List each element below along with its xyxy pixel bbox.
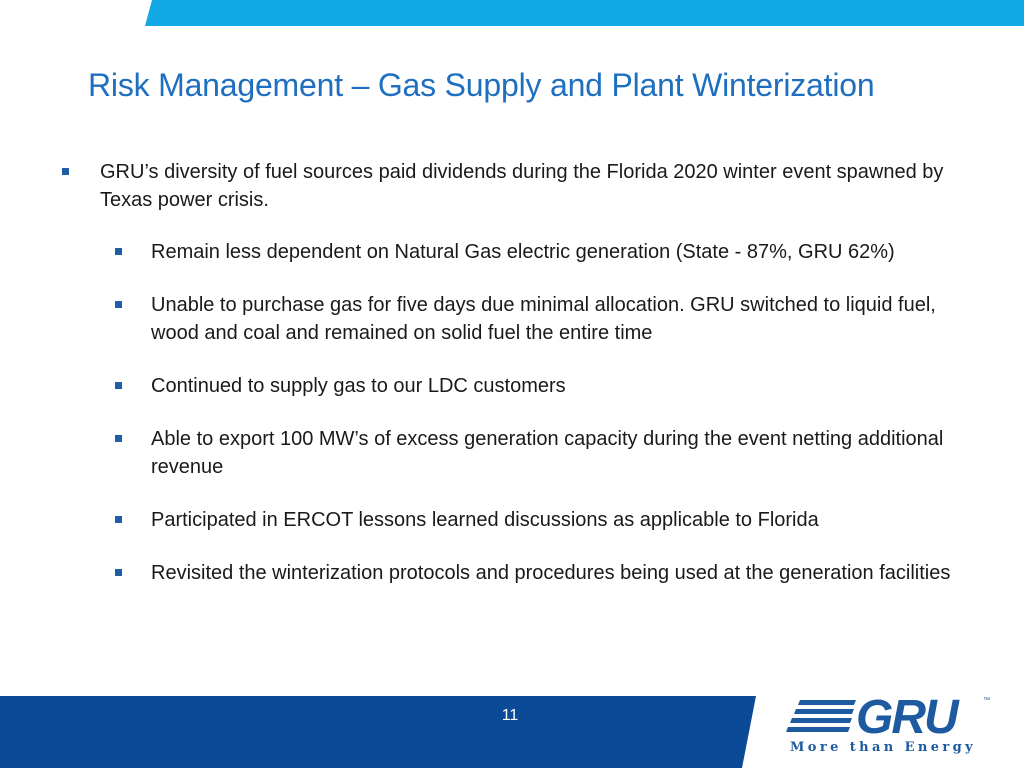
square-bullet-icon [115,569,122,576]
sub-bullet-text: Revisited the winterization protocols and procedures being used at the generation facilities [151,562,951,584]
bullet-text: GRU’s diversity of fuel sources paid dividends during the Florida 2020 winter event spawned by Texas power crisis. [100,161,944,211]
square-bullet-icon [115,301,122,308]
square-bullet-icon [115,435,122,442]
page-number: 11 [501,707,519,724]
logo-wordmark: GRU [856,691,957,744]
sub-bullet-item [151,559,961,587]
sub-bullet-text: Unable to purchase gas for five days due minimal allocation. GRU switched to liquid fuel, wood and coal and remained on solid fuel the entire time [151,294,936,344]
sub-bullet-text: Participated in ERCOT lessons learned discussions as applicable to Florida [151,509,819,531]
sub-bullet-text: Able to export 100 MW’s of excess generation capacity during the event netting additional revenue [151,428,944,478]
square-bullet-icon [62,168,69,175]
sub-bullet-text: Continued to supply gas to our LDC customers [151,375,566,397]
top-accent-bar [0,0,1024,26]
sub-bullet-item [151,425,961,481]
logo-tagline: More than Energy [790,740,977,755]
logo-trademark: ™ [983,697,990,704]
bullet-item [100,158,950,214]
bullet-list [0,158,1024,612]
sub-bullet-item [151,238,961,266]
square-bullet-icon [115,516,122,523]
slide-title: Risk Management – Gas Supply and Plant Winterization [88,67,875,103]
sub-bullet-text: Remain less dependent on Natural Gas electric generation (State - 87%, GRU 62%) [151,241,895,263]
square-bullet-icon [115,248,122,255]
square-bullet-icon [115,382,122,389]
sub-bullet-item [151,372,961,400]
sub-bullet-item [151,291,961,347]
sub-bullet-item [151,506,961,534]
